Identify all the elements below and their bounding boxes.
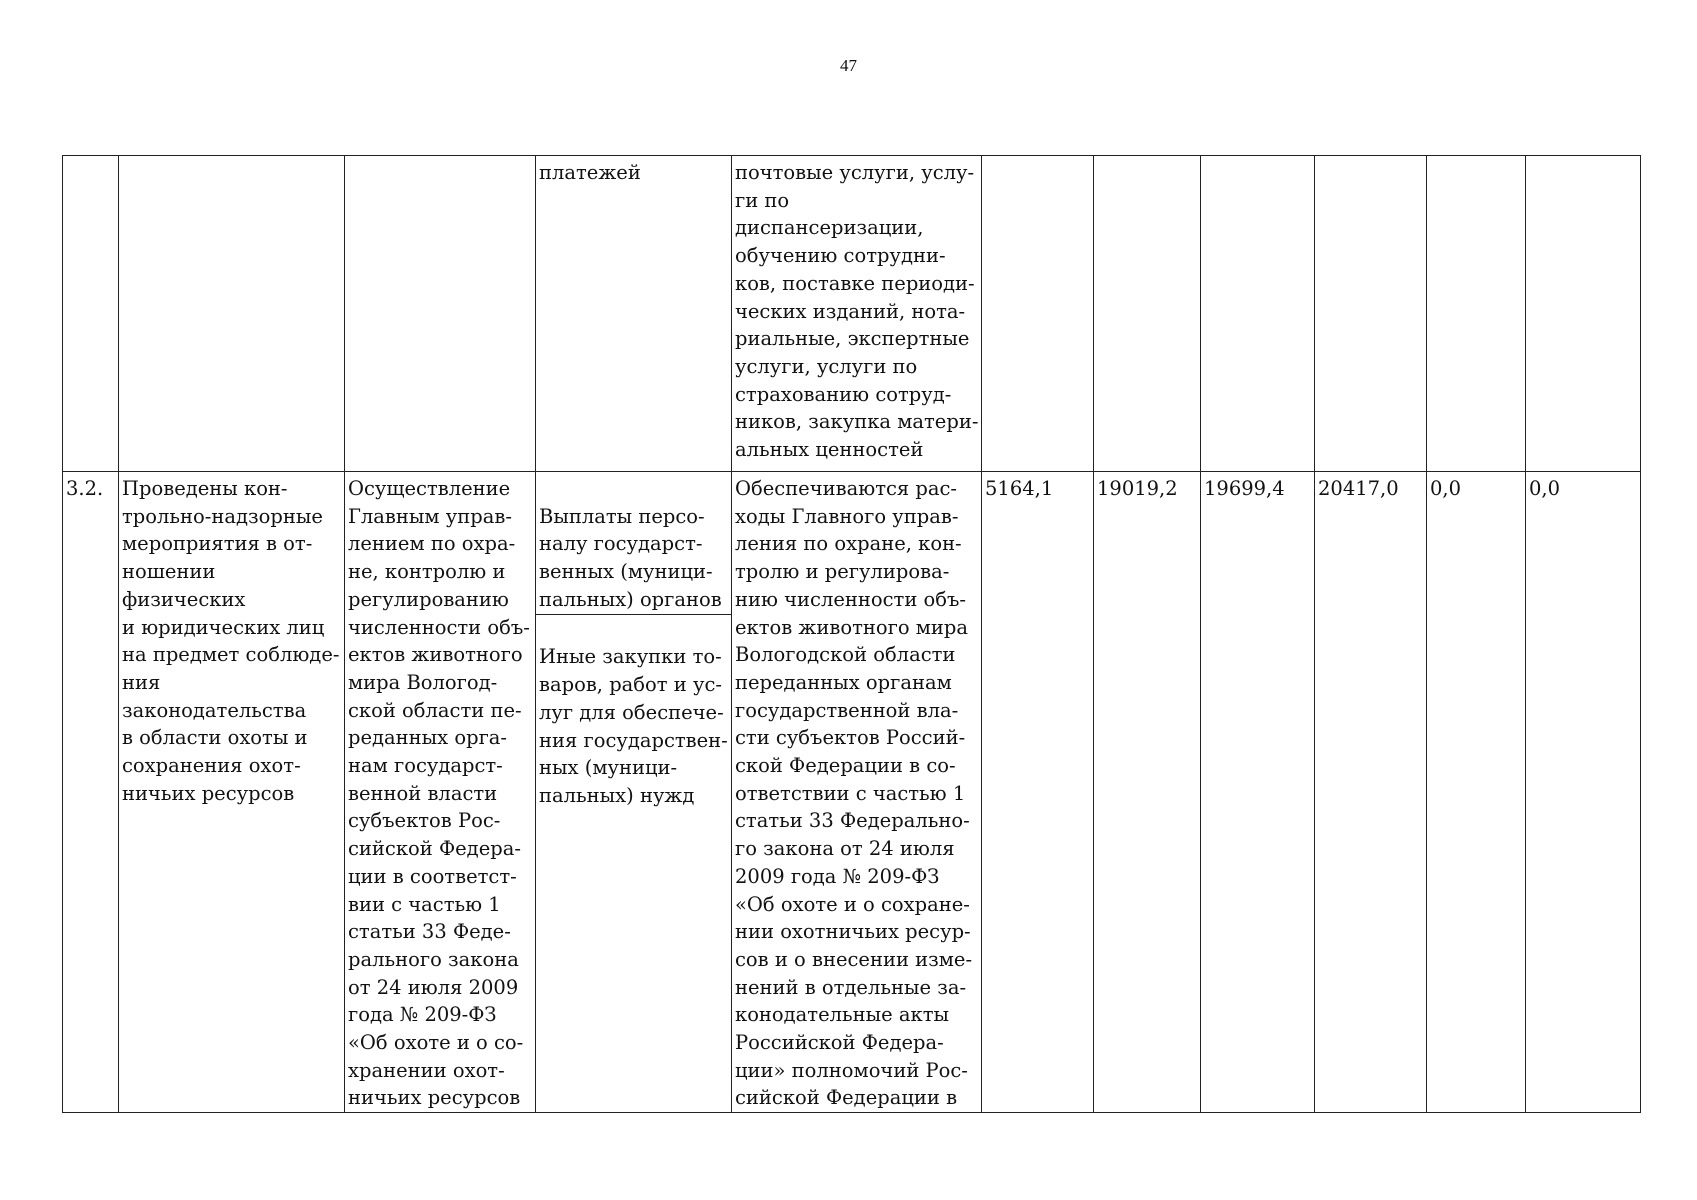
cell-activity: [345, 156, 536, 472]
cell-description: почтовые услуги, услу- ги по диспансеризации, обучению сотрудни- ков, поставке периоди- ческих изданий, нота- риальные, экспертные услуги, услуги по страхованию сотруд- ников, закупка матери- альных ценностей: [732, 156, 982, 472]
cell-value: 19019,2: [1094, 472, 1201, 1113]
cell-value: [1201, 156, 1315, 472]
cell-value: [982, 156, 1094, 472]
table-row: [63, 472, 1641, 1113]
cell-expense-types: [536, 472, 732, 1113]
cell-activity: Осуществление Главным управ- лением по охра- не, контролю и регулированию численности объ- ектов животного мира Вологод- ской области пе- реданных орга- нам государст- венной власти субъектов Рос- сийской Федера- ции в соответст- вии с частью 1 статьи 33 Феде- рального закона от 24 июля 2009 года № 209-ФЗ «Об охоте и о со- хранении охот- ничьих ресурсов: [345, 472, 536, 1113]
expense-type-procurement: Иные закупки то- варов, работ и ус- луг для обеспече- ния государствен- ных (муници- пальных) нужд: [539, 645, 728, 807]
cell-value: 0,0: [1526, 472, 1641, 1113]
cell-value: [1427, 156, 1526, 472]
cell-value: 0,0: [1427, 472, 1526, 1113]
cell-result: [119, 156, 345, 472]
cell-number: 3.2.: [63, 472, 119, 1113]
cell-description: Обеспечиваются рас- ходы Главного управ- ления по охране, кон- тролю и регулирова- нию численности объ- ектов животного мира Вологодской области переданных органам государственной вла- сти субъектов Россий- ской Федерации в со- ответствии с частью 1 статьи 33 Федерально- го закона от 24 июля 2009 года № 209-ФЗ «Об охоте и о сохране- нии охотничьих ресур- сов и о внесении изме- нений в отдельные за- конодательные акты Российской Федера- ции» полномочий Рос- сийской Федерации в: [732, 472, 982, 1113]
cell-result: Проведены кон- трольно-надзорные мероприятия в от- ношении физических и юридических лиц на предмет соблюде- ния законодательства в области охоты и сохранения охот- ничьих ресурсов: [119, 472, 345, 1113]
cell-value: [1094, 156, 1201, 472]
cell-value: 20417,0: [1315, 472, 1427, 1113]
cell-expense-type: платежей: [536, 156, 732, 472]
cell-number: [63, 156, 119, 472]
cell-value: 5164,1: [982, 472, 1094, 1113]
table-row: [63, 156, 1641, 472]
page-number: 47: [840, 56, 857, 75]
program-table: [62, 155, 1641, 1113]
expense-type-salaries: Выплаты персо- налу государст- венных (муници- пальных) органов: [536, 500, 731, 615]
cell-value: [1315, 156, 1427, 472]
cell-value: [1526, 156, 1641, 472]
cell-value: 19699,4: [1201, 472, 1315, 1113]
